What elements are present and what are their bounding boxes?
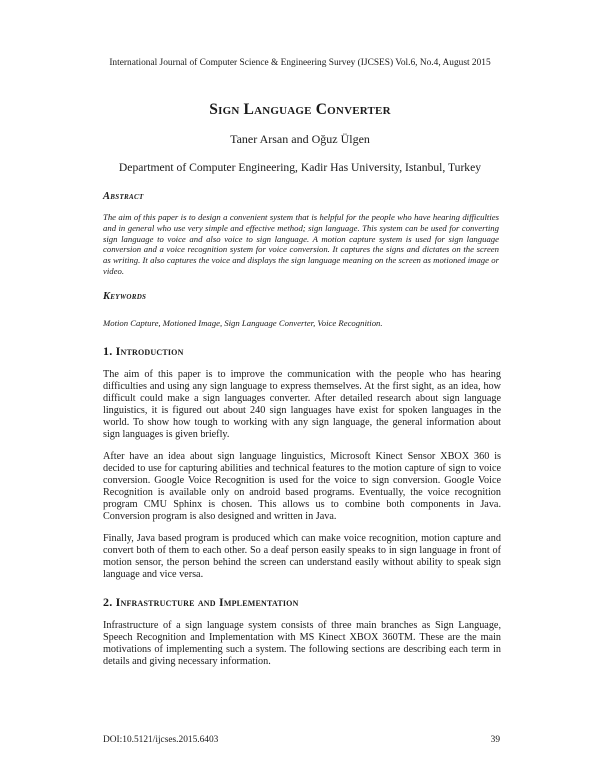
infrastructure-paragraph-1: Infrastructure of a sign language system consists of three main branches as Sign Language, Speech Recognition and Implementation with MS Kinect XBOX 360TM. These are the main motivations of implementing such a system. The following sections are describing each term in details and giving necessary information. [103,620,501,668]
paper-authors: Taner Arsan and Oğuz Ülgen [230,132,370,146]
keywords-text: Motion Capture, Motioned Image, Sign Language Converter, Voice Recognition. [103,318,383,328]
intro-paragraph-1: The aim of this paper is to improve the communication with the people who has hearing difficulties and using any sign language to express themselves. At the first sight, as an idea, how difficult could make a sign languages converter. After detailed research about sign language linguistics, it is figured out about 240 sign languages have exist for spoken languages in the world. To show how tough to working with any sign language, the general information about sign languages is given briefly. [103,369,501,441]
abstract-text: The aim of this paper is to design a convenient system that is helpful for the people who have hearing difficulties and in general who use very simple and effective method; sign language. This system can be used for converting sign language to voice and also voice to sign language. A motion capture system is used for sign language conversion and a voice recognition system for voice conversion. It captures the signs and dictates on the screen as writing. It also captures the voice and displays the sign language meaning on the screen as motioned image or video. [103,212,499,276]
intro-paragraph-2: After have an idea about sign language linguistics, Microsoft Kinect Sensor XBOX 360 is decided to use for capturing abilities and technical features to the motion capture of sign to voice conversion. Google Voice Recognition is used for the voice to sign conversion. Google Voice Recognition is available only on android based programs. Eventually, the voice recognition program CMU Sphinx is chosen. This allows us to combine both components in Java. Conversion program is also designed and written in Java. [103,451,501,523]
intro-paragraph-3: Finally, Java based program is produced which can make voice recognition, motion capture and convert both of them to each other. So a deaf person easily speaks to in sign language in front of motion sensor, the person behind the screen can understand easily without ability to speak sign language and vice versa. [103,533,501,581]
section-heading-introduction: 1. Introduction [103,344,184,358]
abstract-heading: Abstract [103,191,144,202]
footer-doi: DOI:10.5121/ijcses.2015.6403 [103,735,219,745]
paper-affiliation: Department of Computer Engineering, Kadir Has University, Istanbul, Turkey [118,161,482,174]
section-heading-infrastructure: 2. Infrastructure and Implementation [103,595,299,609]
footer-page-number: 39 [490,735,500,745]
journal-header: International Journal of Computer Science & Engineering Survey (IJCSES) Vol.6, No.4, August 2015 [109,58,491,68]
paper-title: Sign Language Converter [209,101,391,118]
keywords-heading: Keywords [103,291,147,302]
